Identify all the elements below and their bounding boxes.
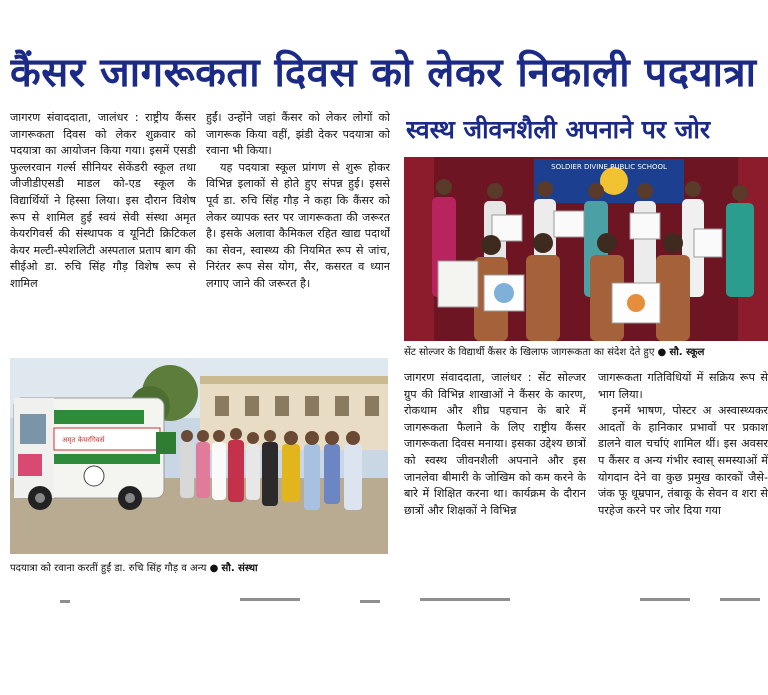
story1-column-2 <box>206 110 390 355</box>
bleed-fragment <box>360 600 380 603</box>
story2-col1-text: जागरण संवाददाता, जालंधर : सेंट सोल्जर ग्रुप की विभिन्न शाखाओं ने कैंसर के कारण, रोकथाम और शीघ्र पहचान के बारे में जागरूकता फैलाने के लिए राष्ट्रीय कैंसर जागरूकता दिवस मनाया। इसका उद्देश्य छात्रों को स्वस्थ जीवनशैली अपनाने और इस जानलेवा बीमारी के जोखिम को कम करने के बारे में शिक्षित करना था। कार्यक्रम के दौरान छात्रों और शिक्षकों ने विभिन्न <box>404 371 586 517</box>
story1-col2-para1: हुईं। उन्होंने जहां कैंसर को लेकर लोगों को जागरूक किया वहीं, झंडी देकर पदयात्रा को रवाना भी किया। <box>206 111 390 158</box>
caption-bullet: ● <box>209 563 222 574</box>
school-logo-icon <box>600 167 628 195</box>
bleed-fragment <box>420 598 510 601</box>
story1-photo <box>10 358 388 554</box>
story2-caption-text: सेंट सोल्जर के विद्यार्थी कैंसर के खिलाफ जागरूकता का संदेश देते हुए <box>404 347 655 358</box>
story2-photo-credit: सौ. स्कूल <box>669 347 705 358</box>
story2-col2-para2: इनमें भाषण, पोस्टर अ अस्वास्थ्यकर आदतों के हानिकार प्रभावों पर प्रकाश डालने वाल चर्चाएं शामिल थीं। इस अवसर प कैंसर व अन्य गंभीर स्वास् समस्याओं में योगदान देने वा कुछ प्रमुख कारकों जैसे- जंक फू धूम्रपान, तंबाकू के सेवन व शरा से परहेज करने पर जोर दिया गया <box>598 404 768 517</box>
story2-headline: स्वस्थ जीवनशैली अपनाने पर जोर <box>406 115 711 144</box>
bleed-fragment <box>60 600 70 603</box>
banner-text: SOLDIER DIVINE PUBLIC SCHOOL <box>551 163 667 171</box>
story2-col2-para1: जागरूकता गतिविधियों में सक्रिय रूप से भाग लिया। <box>598 371 768 401</box>
story1-col2-para2: यह पदयात्रा स्कूल प्रांगण से शुरू होकर विभिन्न इलाकों से होते हुए संपन्न हुई। इससे पूर्व डा. रुचि सिंह गौड़ ने कहा कि कैंसर को लेकर व्यापक स्तर पर जागरूकता की जरूरत है। इसके अलावा कैमिकल रहित खाद्य पदार्थों का सेवन, स्वास्थ्य की नियमित रूप से जांच, निरंतर रूप सेस योग, सैर, कसरत व ध्यान लगाए जाने की जरूरत है। <box>206 160 390 290</box>
ambulance-side-text: अमृत केयरगिवर्स <box>62 436 105 444</box>
main-headline: कैंसर जागरूकता दिवस को लेकर निकाली पदयात्रा <box>10 50 757 96</box>
caption-bullet: ● <box>657 347 670 358</box>
story2-photo <box>404 157 768 341</box>
story2-column-1 <box>404 370 586 585</box>
story1-column-1 <box>10 110 196 355</box>
story1-photo-credit: सौ. संस्था <box>221 563 258 574</box>
story2-column-2 <box>598 370 768 585</box>
bleed-fragment <box>240 598 300 601</box>
students-photo-illustration <box>404 157 768 341</box>
story2-caption <box>404 346 768 360</box>
bleed-fragment <box>640 598 690 601</box>
padyatra-photo-illustration <box>10 358 388 554</box>
story1-caption-text: पदयात्रा को रवाना करतीं हुईं डा. रुचि सिंह गौड़ व अन्य <box>10 563 207 574</box>
story1-caption <box>10 562 390 576</box>
story1-col1-text: जागरण संवाददाता, जालंधर : राष्ट्रीय कैंसर जागरूकता दिवस को लेकर शुक्रवार को पदयात्रा का आयोजन किया गया। इसमें एसडी फुल्लरवान गर्ल्स सीनियर सेकेंडरी स्कूल तथा जीजीडीएसडी माडल को-एड स्कूल के विद्यार्थियों ने हिस्सा लिया। इस दौरान विशेष रूप से शामिल हुई स्वयं सेवी संस्था अमृत केयरगिवर्स की संस्थापक व यूनिटी क्रिटिकल केयर मल्टी-स्पेशलिटी अस्पताल प्रताप बाग की सीईओ डा. रुचि सिंह गौड़ विशेष रूप से शामिल <box>10 111 196 290</box>
bleed-fragment <box>720 598 760 601</box>
